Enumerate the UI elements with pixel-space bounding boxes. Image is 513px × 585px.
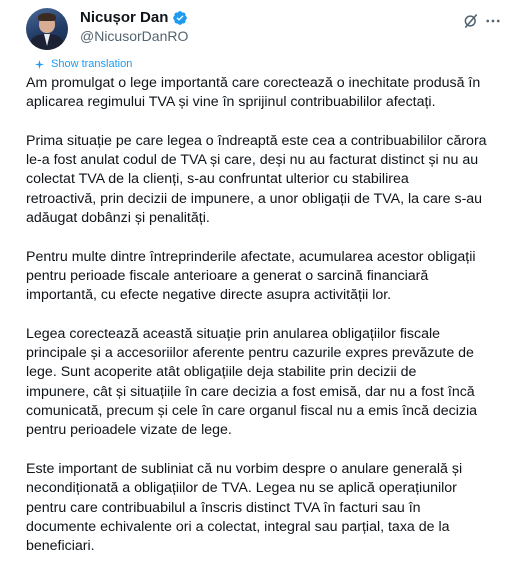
translate-sparkle-icon [34,59,45,70]
show-translation-label: Show translation [51,58,133,70]
post-paragraph: Pentru multe dintre întreprinderile afectate, acumularea acestor obligații pentru perioade fiscale anterioare a generat o sarcină financiară importantă, cu efecte negative directe asupra activității lor. [26,248,476,304]
post-paragraph: Legea corectează această situație prin anularea obligațiilor fiscale principale și a accesoriilor aferente pentru cazurile expres prevăzute de lege. Sunt acoperite atât obligațiile deja stabilite prin decizii de impunere, cât și situațiile în care decizia a fost emisă, dar nu a fost încă comunicată, precum și cele în care organul fiscal nu a emis încă decizia pentru perioadele vizate de lege. [26,325,478,439]
post-paragraph: Este important de subliniat că nu vorbim despre o anulare generală și necondiționată a obligațiilor de TVA. Legea nu se aplică operațiunilor pentru care contribuabilul a înscris distinct TVA în facturi sau în documente echivalente ori a colectat, integral sau parțial, taxa de la beneficiari. [26,460,463,555]
verified-badge-icon [172,10,188,26]
author-handle[interactable]: @NicusorDanRO [80,28,189,44]
post-paragraph: Prima situație pe care legea o îndreaptă este cea a contribuabililor cărora le-a fost anulat codul de TVA și care, deși nu au facturat distinct și nu au colectat TVA de la clienți, s-au confruntat ulterior cu stabilirea retroactivă, prin decizii de impunere, a unor obligații de TVA, la care s-au adăugat dobânzi și penalități. [26,132,487,227]
post-text [26,74,506,576]
grok-icon[interactable] [462,12,480,30]
show-translation-link[interactable] [34,58,132,70]
user-avatar[interactable] [26,8,68,50]
more-options-icon[interactable] [484,12,502,30]
author-name[interactable]: Nicușor Dan [80,9,169,26]
author-name-row [80,9,188,26]
avatar-hair [38,13,56,21]
post-paragraph: Am promulgat o lege importantă care corectează o inechitate produsă în aplicarea regimului TVA și vine în sprijinul contribuabililor afectați. [26,75,481,111]
